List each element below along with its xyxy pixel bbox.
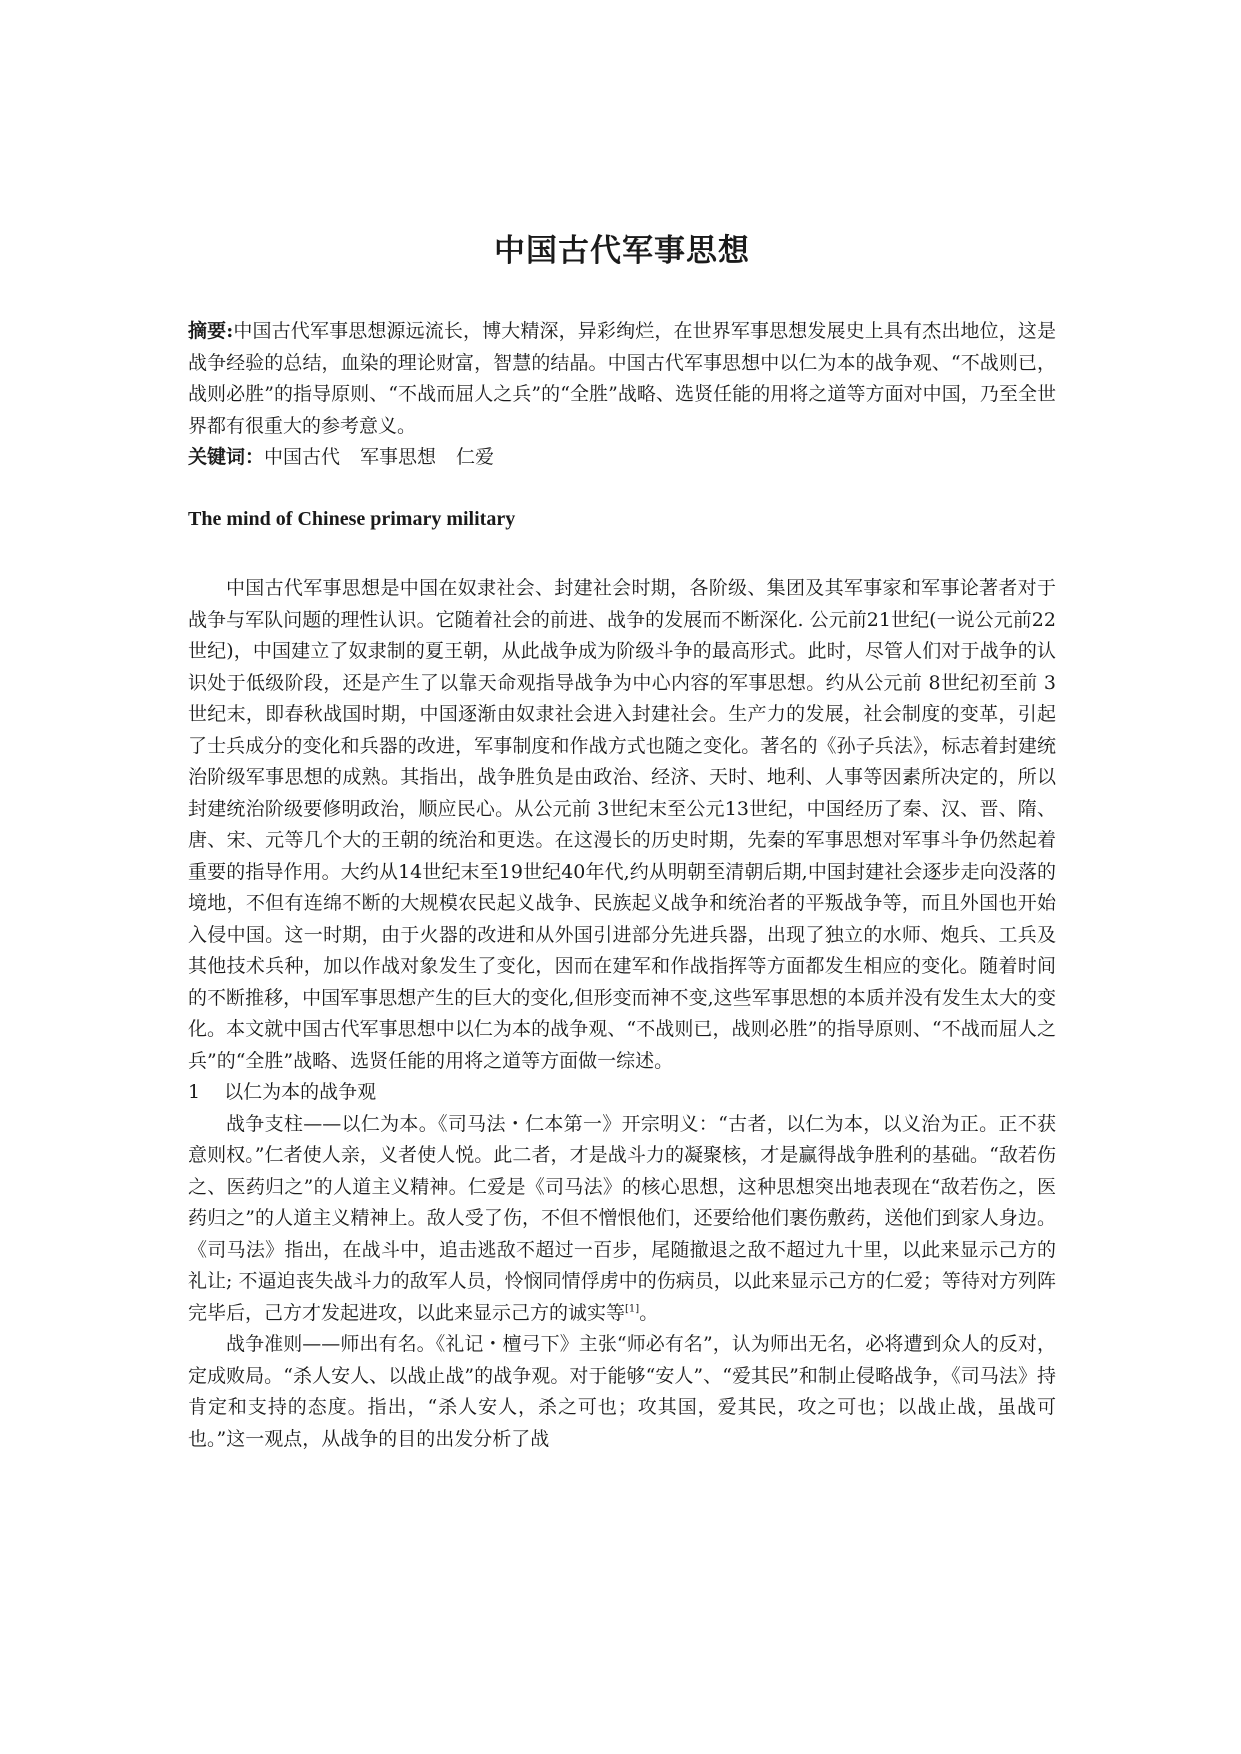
body-paragraph [188, 1109, 1056, 1330]
keyword-item: 中国古代 [264, 446, 341, 468]
paper-title: 中国古代军事思想 [494, 233, 750, 269]
section-heading [188, 1077, 1056, 1109]
abstract-label: 摘要: [188, 320, 234, 342]
abstract-text: 中国古代军事思想源远流长，博大精深，异彩绚烂，在世界军事思想发展史上具有杰出地位，这是战争经验的总结，血染的理论财富，智慧的结晶。中国古代军事思想中以仁为本的战争观、“不战则已，战则必胜”的指导原则、“不战而屈人之兵”的“全胜”战略、选贤任能的用将之道等方面对中国，乃至全世界都有很重大的参考意义。 [188, 320, 1056, 437]
citation-ref: [1] [625, 1303, 640, 1315]
keyword-item: 军事思想 [360, 446, 437, 468]
paper-page [188, 226, 1056, 1455]
keyword-item: 仁爱 [456, 446, 495, 468]
section-title: 以仁为本的战争观 [224, 1081, 377, 1103]
body-paragraph: 战争准则——师出有名。《礼记・檀弓下》主张“师必有名”，认为师出无名，必将遭到众人的反对，定成败局。“杀人安人、以战止战”的战争观。对于能够“安人”、“爱其民”和制止侵略战争，《司马法》持肯定和支持的态度。指出，“杀人安人，杀之可也；攻其国，爱其民，攻之可也；以战止战，虽战可也。”这一观点，从战争的目的出发分析了战 [188, 1333, 1056, 1450]
english-title: The mind of Chinese primary military [188, 507, 516, 530]
keywords [188, 442, 1056, 474]
paragraph-end: 。 [639, 1301, 659, 1324]
abstract [188, 316, 1056, 442]
keywords-label: 关键词： [188, 446, 265, 468]
intro-paragraph: 中国古代军事思想是中国在奴隶社会、封建社会时期，各阶级、集团及其军事家和军事论著者对于战争与军队问题的理性认识。它随着社会的前进、战争的发展而不断深化. 公元前21世纪(一说公元前22世纪)，中国建立了奴隶制的夏王朝，从此战争成为阶级斗争的最高形式。此时，尽管人们对于战争的认识处于低级阶段，还是产生了以靠天命观指导战争为中心内容的军事思想。约从公元前 8世纪初至前 3世纪末，即春秋战国时期，中国逐渐由奴隶社会进入封建社会。生产力的发展，社会制度的变革，引起了士兵成分的变化和兵器的改进，军事制度和作战方式也随之变化。著名的《孙子兵法》，标志着封建统治阶级军事思想的成熟。其指出，战争胜负是由政治、经济、天时、地利、人事等因素所决定的，所以封建统治阶级要修明政治，顺应民心。从公元前 3世纪末至公元13世纪，中国经历了秦、汉、晋、隋、唐、宋、元等几个大的王朝的统治和更迭。在这漫长的历史时期，先秦的军事思想对军事斗争仍然起着重要的指导作用。大约从14世纪末至19世纪40年代,约从明朝至清朝后期,中国封建社会逐步走向没落的境地，不但有连绵不断的大规模农民起义战争、民族起义战争和统治者的平叛战争等，而且外国也开始入侵中国。这一时期，由于火器的改进和从外国引进部分先进兵器，出现了独立的水师、炮兵、工兵及其他技术兵种，加以作战对象发生了变化，因而在建军和作战指挥等方面都发生相应的变化。随着时间的不断推移，中国军事思想产生的巨大的变化,但形变而神不变,这些军事思想的本质并没有发生太大的变化。本文就中国古代军事思想中以仁为本的战争观、“不战则已，战则必胜”的指导原则、“不战而屈人之兵”的“全胜”战略、选贤任能的用将之道等方面做一综述。 [188, 577, 1056, 1072]
paragraph-text: 战争支柱——以仁为本。《司马法・仁本第一》开宗明义：“古者，以仁为本，以义治为正。正不获意则权。”仁者使人亲，义者使人悦。此二者，才是战斗力的凝聚核，才是赢得战争胜利的基础。“敌若伤之、医药归之”的人道主义精神。仁爱是《司马法》的核心思想，这种思想突出地表现在“敌若伤之，医药归之”的人道主义精神上。敌人受了伤，不但不憎恨他们，还要给他们裹伤敷药，送他们到家人身边。《司马法》指出，在战斗中，追击逃敌不超过一百步，尾随撤退之敌不超过九十里，以此来显示己方的礼让; 不逼迫丧失战斗力的敌军人员，怜悯同情俘虏中的伤病员，以此来显示己方的仁爱；等待对方列阵完毕后，己方才发起进攻，以此来显示己方的诚实等 [188, 1112, 1056, 1324]
section-number: 1 [188, 1081, 201, 1103]
